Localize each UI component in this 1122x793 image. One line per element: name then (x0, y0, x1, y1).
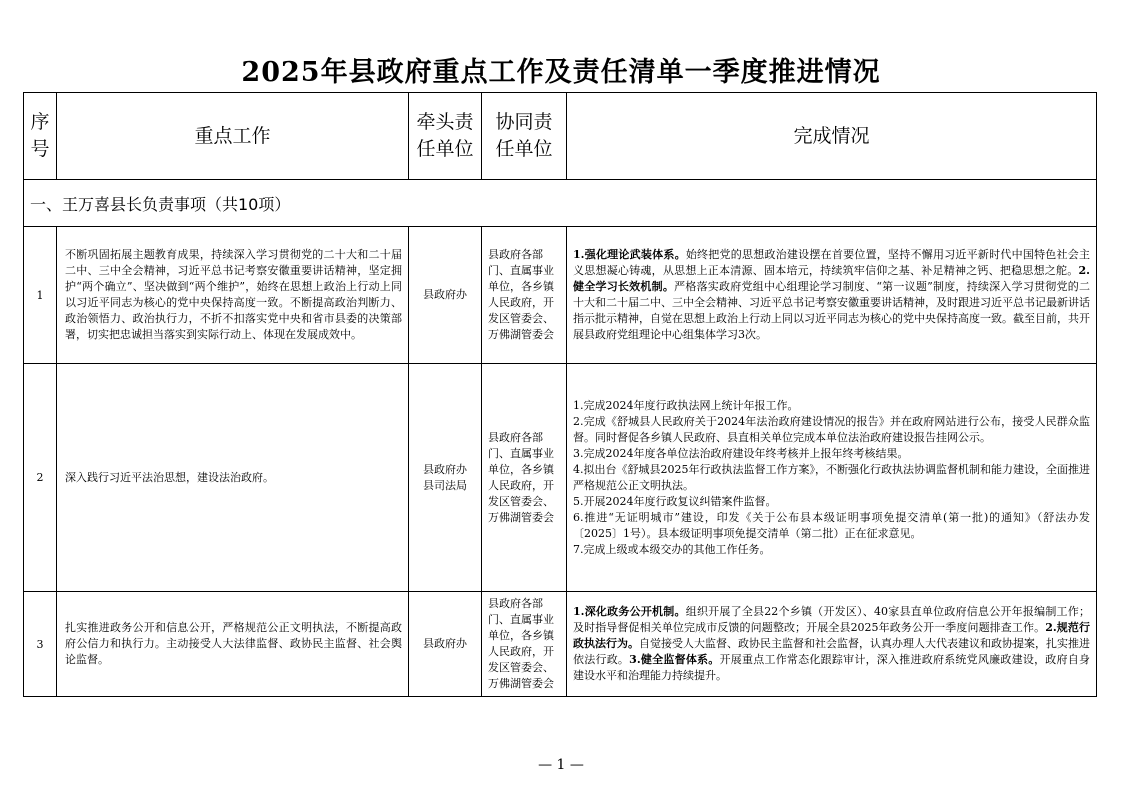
table-header-row (24, 93, 1097, 180)
done-item: 4.拟出台《舒城县2025年行政执法监督工作方案》，不断强化行政执法协调监督机制和能力建设，全面推进严格规范公正文明执法。 (573, 462, 1090, 492)
header-lead: 牵头责 任单位 (409, 93, 482, 180)
done-item: 5.开展2024年度行政复议纠错案件监督。 (573, 494, 777, 508)
header-work: 重点工作 (57, 93, 409, 180)
done-item: 7.完成上级或本级交办的其他工作任务。 (573, 542, 771, 556)
row-lead: 县政府办 (409, 592, 482, 697)
row-lead: 县政府办 县司法局 (409, 364, 482, 592)
row-work: 不断巩固拓展主题教育成果，持续深入学习贯彻党的二十大和二十届二中、三中全会精神，习近平总书记考察安徽重要讲话精神，坚定拥护“两个确立”、坚决做到“两个维护”，始终在思想上政治上行动上同以习近平同志为核心的党中央保持高度一致。不断提高政治判断力、政治领悟力、政治执行力，不折不扣落实党中央和省市县委的决策部署，切实把忠诚担当落实到实际行动上、体现在发展成效中。 (57, 227, 409, 364)
row-co: 县政府各部门、直属事业单位，各乡镇人民政府，开发区管委会、万佛湖管委会 (482, 592, 567, 697)
header-done: 完成情况 (567, 93, 1097, 180)
row-lead: 县政府办 (409, 227, 482, 364)
done-item: 2.完成《舒城县人民政府关于2024年法治政府建设情况的报告》并在政府网站进行公布，接受人民群众监督。同时督促各乡镇人民政府、县直相关单位完成本单位法治政府建设报告挂网公示。 (573, 414, 1090, 444)
row-no: 1 (24, 227, 57, 364)
header-co: 协同责 任单位 (482, 93, 567, 180)
done-item: 1.完成2024年度行政执法网上统计年报工作。 (573, 398, 799, 412)
page-title: 2025年县政府重点工作及责任清单一季度推进情况 (241, 57, 881, 88)
table-row (24, 227, 1097, 364)
table-row (24, 364, 1097, 592)
row-no: 3 (24, 592, 57, 697)
done-item: 3.完成2024年度各单位法治政府建设年终考核并上报年终考核结果。 (573, 446, 909, 460)
row-done: 1.强化理论武装体系。始终把党的思想政治建设摆在首要位置，坚持不懈用习近平新时代中国特色社会主义思想凝心铸魂，从思想上正本清源、固本培元，持续筑牢信仰之基、补足精神之钙、把稳思想之舵。2.健全学习长效机制。严格落实政府党组中心组理论学习制度、“第一议题”制度，持续深入学习贯彻党的二十大和二十届二中、三中全会精神、习近平总书记考察安徽重要讲话精神，及时跟进习近平总书记最新讲话指示批示精神，自觉在思想上政治上行动上同以习近平同志为核心的党中央保持高度一致。截至目前，共开展县政府党组理论中心组集体学习3次。 (567, 227, 1097, 364)
header-no: 序 号 (24, 93, 57, 180)
work-table (23, 92, 1097, 697)
row-work: 深入践行习近平法治思想，建设法治政府。 (57, 364, 409, 592)
section-title: 一、王万喜县长负责事项（共10项） (24, 180, 1097, 227)
row-co: 县政府各部门、直属事业单位，各乡镇人民政府，开发区管委会、万佛湖管委会 (482, 227, 567, 364)
row-work: 扎实推进政务公开和信息公开，严格规范公正文明执法，不断提高政府公信力和执行力。主动接受人大法律监督、政协民主监督、社会舆论监督。 (57, 592, 409, 697)
row-done (567, 364, 1097, 592)
row-done: 1.深化政务公开机制。组织开展了全县22个乡镇（开发区）、40家县直单位政府信息公开年报编制工作；及时指导督促相关单位完成市反馈的问题整改；开展全县2025年政务公开一季度问题排查工作。2.规范行政执法行为。自觉接受人大监督、政协民主监督和社会监督，认真办理人大代表建议和政协提案，扎实推进依法行政。3.健全监督体系。开展重点工作常态化跟踪审计，深入推进政府系统党风廉政建设，政府自身建设水平和治理能力持续提升。 (567, 592, 1097, 697)
section-row (24, 180, 1097, 227)
row-co: 县政府各部门、直属事业单位，各乡镇人民政府，开发区管委会、万佛湖管委会 (482, 364, 567, 592)
done-item: 6.推进“无证明城市”建设，印发《关于公布县本级证明事项免提交清单(第一批)的通知》（舒法办发〔2025〕1号）。县本级证明事项免提交清单（第二批）正在征求意见。 (573, 510, 1090, 540)
table-row (24, 592, 1097, 697)
row-no: 2 (24, 364, 57, 592)
page-number: — 1 — (538, 757, 584, 773)
